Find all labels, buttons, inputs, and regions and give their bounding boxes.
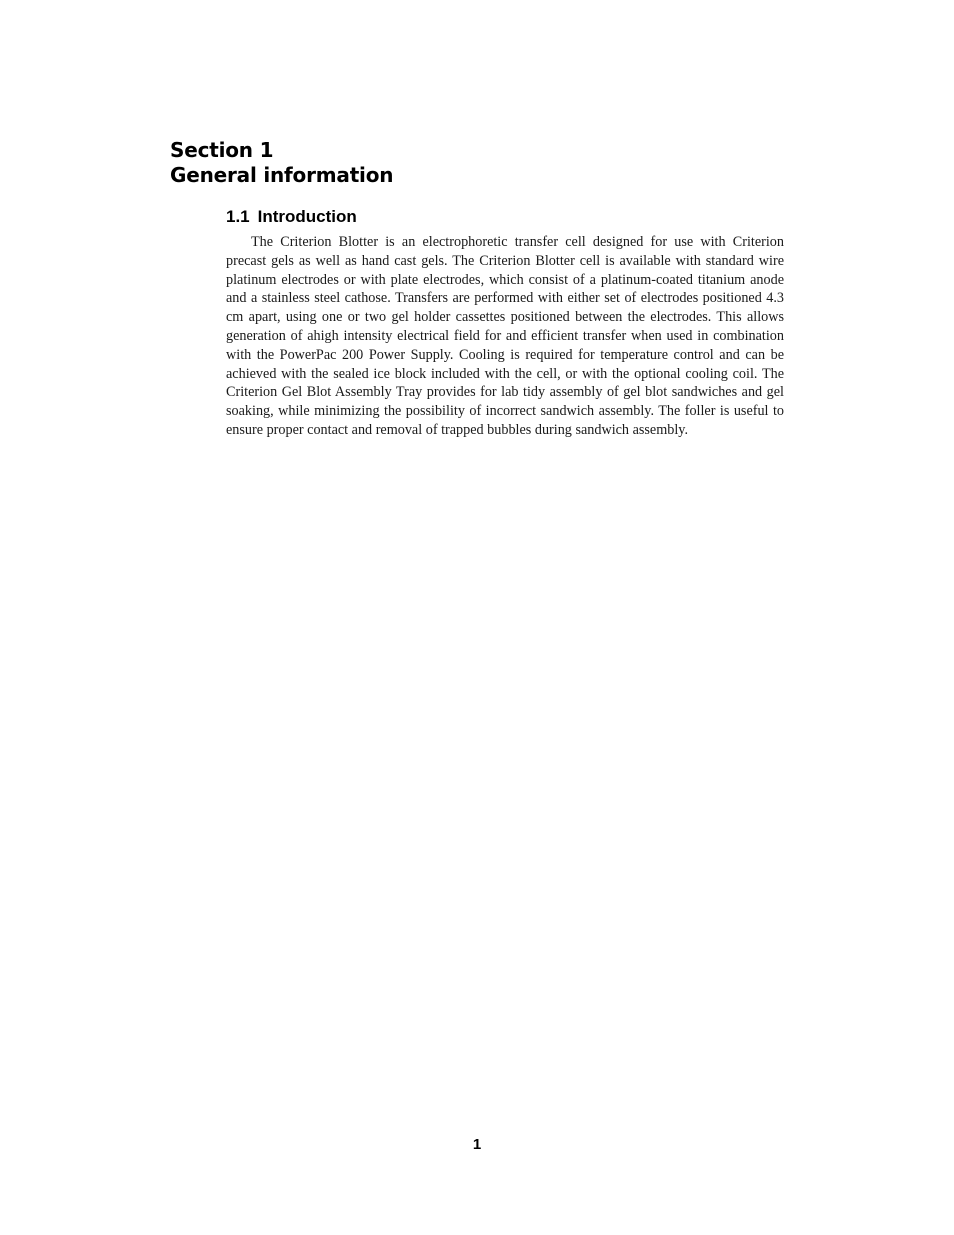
section-title: General information xyxy=(170,163,394,187)
page-number: 1 xyxy=(472,1136,482,1153)
subsection-number: 1.1 xyxy=(226,207,250,226)
subsection-title: Introduction xyxy=(257,207,357,226)
section-heading xyxy=(170,138,393,188)
introduction-paragraph: The Criterion Blotter is an electrophoretic transfer cell designed for use with Criterion precast gels as well as hand cast gels. The Criterion Blotter cell is available with standard wire platinum electrodes or with plate electrodes, which consist of a platinum-coated titanium anode and a stainless steel cathose. Transfers are performed with either set of electrodes positioned 4.3 cm apart, using one or two gel holder cassettes positioned between the electrodes. This allows generation of ahigh intensity electrical field for and efficient transfer when used in combination with the PowerPac 200 Power Supply. Cooling is required for temperature control and can be achieved with the sealed ice block included with the cell, or with the optional cooling coil. The Criterion Gel Blot Assembly Tray provides for lab tidy assembly of gel blot sandwiches and gel soaking, while minimizing the possibility of incorrect sandwich assembly. The foller is useful to ensure proper contact and removal of trapped bubbles during sandwich assembly. xyxy=(226,234,784,438)
section-number: Section 1 xyxy=(170,138,274,162)
subsection-heading xyxy=(226,206,357,227)
